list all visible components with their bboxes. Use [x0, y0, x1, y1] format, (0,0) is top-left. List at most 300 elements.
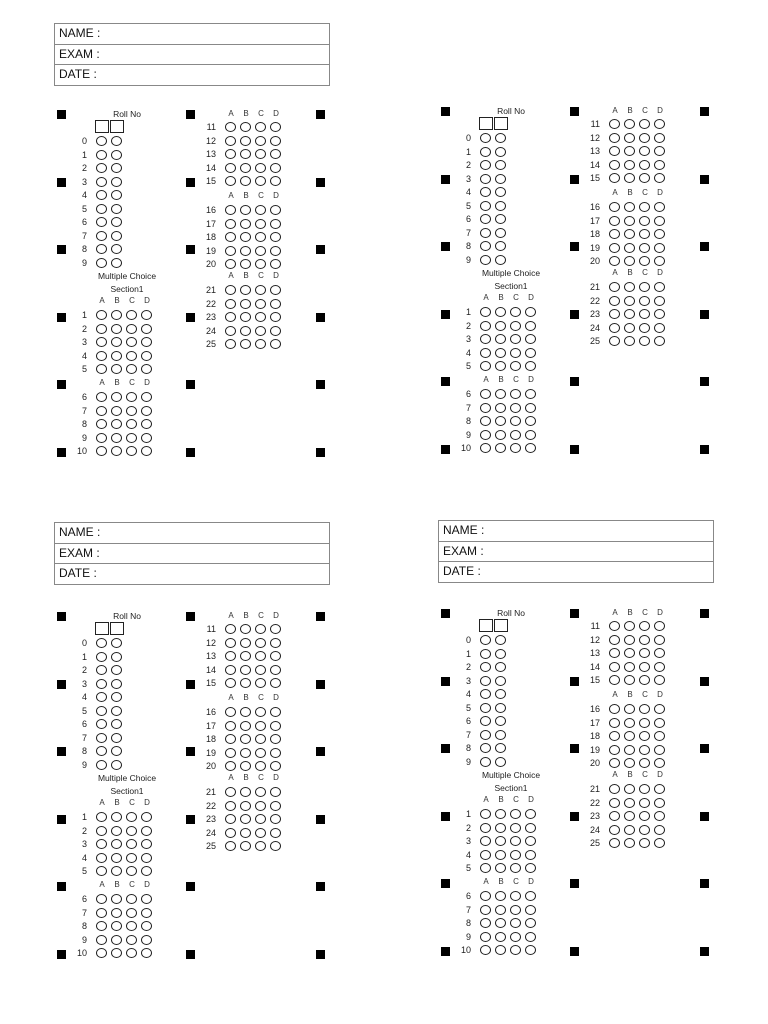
answer-bubble[interactable] — [255, 219, 266, 229]
answer-bubble[interactable] — [240, 801, 251, 811]
roll-digit-bubble[interactable] — [111, 760, 122, 770]
date-field[interactable]: DATE : — [443, 564, 481, 578]
answer-bubble[interactable] — [141, 853, 152, 863]
answer-bubble[interactable] — [240, 761, 251, 771]
roll-digit-bubble[interactable] — [96, 231, 107, 241]
answer-bubble[interactable] — [225, 801, 236, 811]
answer-bubble[interactable] — [654, 256, 665, 266]
answer-bubble[interactable] — [654, 282, 665, 292]
roll-digit-bubble[interactable] — [480, 703, 491, 713]
answer-bubble[interactable] — [270, 205, 281, 215]
answer-bubble[interactable] — [480, 836, 491, 846]
answer-bubble[interactable] — [270, 814, 281, 824]
answer-bubble[interactable] — [126, 433, 137, 443]
answer-bubble[interactable] — [624, 798, 635, 808]
roll-digit-bubble[interactable] — [495, 649, 506, 659]
answer-bubble[interactable] — [495, 430, 506, 440]
answer-bubble[interactable] — [255, 136, 266, 146]
answer-bubble[interactable] — [609, 648, 620, 658]
answer-bubble[interactable] — [609, 784, 620, 794]
answer-bubble[interactable] — [639, 282, 650, 292]
answer-bubble[interactable] — [654, 718, 665, 728]
answer-bubble[interactable] — [270, 149, 281, 159]
answer-bubble[interactable] — [270, 219, 281, 229]
answer-bubble[interactable] — [111, 392, 122, 402]
answer-bubble[interactable] — [96, 337, 107, 347]
answer-bubble[interactable] — [255, 285, 266, 295]
answer-bubble[interactable] — [624, 146, 635, 156]
answer-bubble[interactable] — [639, 718, 650, 728]
answer-bubble[interactable] — [495, 403, 506, 413]
answer-bubble[interactable] — [225, 707, 236, 717]
answer-bubble[interactable] — [96, 324, 107, 334]
answer-bubble[interactable] — [255, 707, 266, 717]
answer-bubble[interactable] — [654, 309, 665, 319]
answer-bubble[interactable] — [624, 784, 635, 794]
answer-bubble[interactable] — [141, 324, 152, 334]
answer-bubble[interactable] — [480, 348, 491, 358]
answer-bubble[interactable] — [495, 389, 506, 399]
answer-bubble[interactable] — [510, 891, 521, 901]
roll-digit-bubble[interactable] — [111, 692, 122, 702]
answer-bubble[interactable] — [654, 216, 665, 226]
roll-digit-bubble[interactable] — [480, 716, 491, 726]
answer-bubble[interactable] — [624, 256, 635, 266]
roll-digit-bubble[interactable] — [495, 730, 506, 740]
answer-bubble[interactable] — [624, 675, 635, 685]
answer-bubble[interactable] — [510, 361, 521, 371]
answer-bubble[interactable] — [480, 945, 491, 955]
roll-digit-bubble[interactable] — [96, 665, 107, 675]
roll-digit-bubble[interactable] — [96, 136, 107, 146]
roll-digit-bubble[interactable] — [111, 258, 122, 268]
answer-bubble[interactable] — [609, 216, 620, 226]
answer-bubble[interactable] — [639, 146, 650, 156]
answer-bubble[interactable] — [639, 173, 650, 183]
answer-bubble[interactable] — [225, 299, 236, 309]
answer-bubble[interactable] — [270, 259, 281, 269]
answer-bubble[interactable] — [510, 945, 521, 955]
answer-bubble[interactable] — [495, 809, 506, 819]
roll-digit-bubble[interactable] — [111, 706, 122, 716]
answer-bubble[interactable] — [255, 176, 266, 186]
answer-bubble[interactable] — [111, 337, 122, 347]
answer-bubble[interactable] — [255, 787, 266, 797]
answer-bubble[interactable] — [495, 945, 506, 955]
answer-bubble[interactable] — [255, 149, 266, 159]
answer-bubble[interactable] — [111, 921, 122, 931]
answer-bubble[interactable] — [96, 839, 107, 849]
answer-bubble[interactable] — [225, 814, 236, 824]
roll-digit-bubble[interactable] — [111, 136, 122, 146]
roll-digit-bubble[interactable] — [480, 730, 491, 740]
roll-digit-bubble[interactable] — [480, 635, 491, 645]
answer-bubble[interactable] — [510, 403, 521, 413]
answer-bubble[interactable] — [225, 638, 236, 648]
answer-bubble[interactable] — [525, 932, 536, 942]
answer-bubble[interactable] — [480, 430, 491, 440]
answer-bubble[interactable] — [96, 853, 107, 863]
answer-bubble[interactable] — [255, 232, 266, 242]
roll-digit-bubble[interactable] — [111, 231, 122, 241]
answer-bubble[interactable] — [525, 443, 536, 453]
answer-bubble[interactable] — [495, 836, 506, 846]
answer-bubble[interactable] — [240, 748, 251, 758]
answer-bubble[interactable] — [270, 246, 281, 256]
answer-bubble[interactable] — [225, 841, 236, 851]
roll-digit-bubble[interactable] — [480, 187, 491, 197]
answer-bubble[interactable] — [525, 823, 536, 833]
answer-bubble[interactable] — [495, 334, 506, 344]
answer-bubble[interactable] — [639, 784, 650, 794]
answer-bubble[interactable] — [609, 256, 620, 266]
roll-no-entry-box[interactable] — [95, 622, 109, 635]
answer-bubble[interactable] — [111, 812, 122, 822]
answer-bubble[interactable] — [480, 403, 491, 413]
answer-bubble[interactable] — [96, 406, 107, 416]
answer-bubble[interactable] — [240, 136, 251, 146]
answer-bubble[interactable] — [639, 296, 650, 306]
answer-bubble[interactable] — [111, 853, 122, 863]
answer-bubble[interactable] — [255, 761, 266, 771]
answer-bubble[interactable] — [270, 136, 281, 146]
answer-bubble[interactable] — [126, 921, 137, 931]
answer-bubble[interactable] — [240, 259, 251, 269]
answer-bubble[interactable] — [240, 285, 251, 295]
answer-bubble[interactable] — [240, 707, 251, 717]
answer-bubble[interactable] — [111, 935, 122, 945]
answer-bubble[interactable] — [255, 814, 266, 824]
answer-bubble[interactable] — [510, 430, 521, 440]
answer-bubble[interactable] — [225, 721, 236, 731]
answer-bubble[interactable] — [639, 119, 650, 129]
answer-bubble[interactable] — [510, 334, 521, 344]
roll-digit-bubble[interactable] — [480, 743, 491, 753]
answer-bubble[interactable] — [609, 323, 620, 333]
answer-bubble[interactable] — [96, 948, 107, 958]
answer-bubble[interactable] — [510, 307, 521, 317]
answer-bubble[interactable] — [111, 433, 122, 443]
answer-bubble[interactable] — [654, 745, 665, 755]
answer-bubble[interactable] — [225, 246, 236, 256]
answer-bubble[interactable] — [609, 838, 620, 848]
answer-bubble[interactable] — [126, 324, 137, 334]
answer-bubble[interactable] — [624, 119, 635, 129]
date-field[interactable]: DATE : — [59, 67, 97, 81]
roll-digit-bubble[interactable] — [495, 703, 506, 713]
answer-bubble[interactable] — [495, 918, 506, 928]
answer-bubble[interactable] — [639, 160, 650, 170]
answer-bubble[interactable] — [480, 307, 491, 317]
answer-bubble[interactable] — [126, 310, 137, 320]
answer-bubble[interactable] — [639, 336, 650, 346]
answer-bubble[interactable] — [141, 364, 152, 374]
roll-digit-bubble[interactable] — [495, 743, 506, 753]
answer-bubble[interactable] — [654, 621, 665, 631]
answer-bubble[interactable] — [225, 624, 236, 634]
answer-bubble[interactable] — [495, 823, 506, 833]
answer-bubble[interactable] — [654, 146, 665, 156]
answer-bubble[interactable] — [225, 734, 236, 744]
answer-bubble[interactable] — [624, 229, 635, 239]
answer-bubble[interactable] — [609, 336, 620, 346]
roll-digit-bubble[interactable] — [495, 676, 506, 686]
answer-bubble[interactable] — [255, 678, 266, 688]
roll-digit-bubble[interactable] — [480, 133, 491, 143]
roll-digit-bubble[interactable] — [111, 665, 122, 675]
answer-bubble[interactable] — [96, 351, 107, 361]
roll-digit-bubble[interactable] — [96, 760, 107, 770]
answer-bubble[interactable] — [639, 838, 650, 848]
answer-bubble[interactable] — [525, 905, 536, 915]
roll-digit-bubble[interactable] — [111, 719, 122, 729]
answer-bubble[interactable] — [654, 662, 665, 672]
answer-bubble[interactable] — [240, 246, 251, 256]
roll-digit-bubble[interactable] — [480, 228, 491, 238]
answer-bubble[interactable] — [225, 787, 236, 797]
answer-bubble[interactable] — [525, 361, 536, 371]
answer-bubble[interactable] — [240, 638, 251, 648]
roll-digit-bubble[interactable] — [480, 689, 491, 699]
roll-digit-bubble[interactable] — [495, 255, 506, 265]
answer-bubble[interactable] — [225, 136, 236, 146]
answer-bubble[interactable] — [255, 734, 266, 744]
roll-digit-bubble[interactable] — [495, 689, 506, 699]
exam-field[interactable]: EXAM : — [55, 544, 329, 565]
answer-bubble[interactable] — [624, 718, 635, 728]
answer-bubble[interactable] — [510, 416, 521, 426]
roll-digit-bubble[interactable] — [96, 204, 107, 214]
answer-bubble[interactable] — [141, 433, 152, 443]
answer-bubble[interactable] — [525, 321, 536, 331]
answer-bubble[interactable] — [624, 216, 635, 226]
roll-digit-bubble[interactable] — [96, 692, 107, 702]
answer-bubble[interactable] — [609, 202, 620, 212]
name-field[interactable]: NAME : — [439, 521, 713, 542]
answer-bubble[interactable] — [639, 256, 650, 266]
answer-bubble[interactable] — [495, 905, 506, 915]
answer-bubble[interactable] — [126, 894, 137, 904]
answer-bubble[interactable] — [639, 243, 650, 253]
roll-digit-bubble[interactable] — [111, 163, 122, 173]
roll-digit-bubble[interactable] — [480, 174, 491, 184]
roll-digit-bubble[interactable] — [480, 662, 491, 672]
answer-bubble[interactable] — [141, 446, 152, 456]
roll-no-entry-box[interactable] — [479, 117, 493, 130]
answer-bubble[interactable] — [255, 651, 266, 661]
roll-digit-bubble[interactable] — [495, 201, 506, 211]
roll-digit-bubble[interactable] — [96, 706, 107, 716]
roll-digit-bubble[interactable] — [96, 244, 107, 254]
roll-digit-bubble[interactable] — [480, 201, 491, 211]
roll-digit-bubble[interactable] — [480, 676, 491, 686]
exam-field[interactable]: EXAM : — [439, 542, 713, 563]
roll-no-entry-box[interactable] — [494, 619, 508, 632]
answer-bubble[interactable] — [480, 863, 491, 873]
answer-bubble[interactable] — [126, 406, 137, 416]
answer-bubble[interactable] — [624, 323, 635, 333]
answer-bubble[interactable] — [525, 348, 536, 358]
answer-bubble[interactable] — [240, 665, 251, 675]
roll-digit-bubble[interactable] — [96, 679, 107, 689]
answer-bubble[interactable] — [96, 921, 107, 931]
answer-bubble[interactable] — [495, 321, 506, 331]
answer-bubble[interactable] — [624, 243, 635, 253]
roll-digit-bubble[interactable] — [111, 679, 122, 689]
answer-bubble[interactable] — [525, 891, 536, 901]
roll-no-entry-box[interactable] — [479, 619, 493, 632]
answer-bubble[interactable] — [639, 621, 650, 631]
answer-bubble[interactable] — [96, 935, 107, 945]
answer-bubble[interactable] — [609, 662, 620, 672]
answer-bubble[interactable] — [624, 811, 635, 821]
answer-bubble[interactable] — [255, 122, 266, 132]
answer-bubble[interactable] — [639, 662, 650, 672]
answer-bubble[interactable] — [654, 825, 665, 835]
answer-bubble[interactable] — [480, 321, 491, 331]
answer-bubble[interactable] — [654, 648, 665, 658]
answer-bubble[interactable] — [624, 758, 635, 768]
answer-bubble[interactable] — [225, 149, 236, 159]
answer-bubble[interactable] — [495, 932, 506, 942]
roll-no-entry-box[interactable] — [494, 117, 508, 130]
roll-digit-bubble[interactable] — [96, 719, 107, 729]
answer-bubble[interactable] — [255, 163, 266, 173]
answer-bubble[interactable] — [141, 337, 152, 347]
answer-bubble[interactable] — [654, 243, 665, 253]
answer-bubble[interactable] — [225, 176, 236, 186]
roll-digit-bubble[interactable] — [480, 255, 491, 265]
roll-digit-bubble[interactable] — [96, 733, 107, 743]
answer-bubble[interactable] — [141, 826, 152, 836]
answer-bubble[interactable] — [96, 392, 107, 402]
answer-bubble[interactable] — [609, 309, 620, 319]
answer-bubble[interactable] — [495, 307, 506, 317]
roll-digit-bubble[interactable] — [111, 733, 122, 743]
answer-bubble[interactable] — [270, 176, 281, 186]
answer-bubble[interactable] — [510, 443, 521, 453]
answer-bubble[interactable] — [639, 635, 650, 645]
answer-bubble[interactable] — [96, 446, 107, 456]
roll-digit-bubble[interactable] — [96, 638, 107, 648]
answer-bubble[interactable] — [639, 811, 650, 821]
roll-digit-bubble[interactable] — [495, 160, 506, 170]
answer-bubble[interactable] — [111, 866, 122, 876]
answer-bubble[interactable] — [141, 839, 152, 849]
answer-bubble[interactable] — [225, 326, 236, 336]
roll-digit-bubble[interactable] — [495, 174, 506, 184]
answer-bubble[interactable] — [255, 326, 266, 336]
answer-bubble[interactable] — [126, 364, 137, 374]
answer-bubble[interactable] — [480, 334, 491, 344]
answer-bubble[interactable] — [96, 894, 107, 904]
answer-bubble[interactable] — [96, 364, 107, 374]
answer-bubble[interactable] — [609, 133, 620, 143]
answer-bubble[interactable] — [270, 707, 281, 717]
roll-no-entry-box[interactable] — [95, 120, 109, 133]
answer-bubble[interactable] — [609, 758, 620, 768]
answer-bubble[interactable] — [609, 718, 620, 728]
answer-bubble[interactable] — [126, 948, 137, 958]
answer-bubble[interactable] — [624, 160, 635, 170]
answer-bubble[interactable] — [624, 621, 635, 631]
roll-digit-bubble[interactable] — [111, 217, 122, 227]
answer-bubble[interactable] — [270, 828, 281, 838]
answer-bubble[interactable] — [639, 323, 650, 333]
answer-bubble[interactable] — [126, 337, 137, 347]
answer-bubble[interactable] — [96, 812, 107, 822]
answer-bubble[interactable] — [270, 787, 281, 797]
answer-bubble[interactable] — [639, 229, 650, 239]
answer-bubble[interactable] — [654, 133, 665, 143]
roll-digit-bubble[interactable] — [495, 133, 506, 143]
answer-bubble[interactable] — [240, 149, 251, 159]
answer-bubble[interactable] — [654, 323, 665, 333]
answer-bubble[interactable] — [240, 163, 251, 173]
roll-digit-bubble[interactable] — [96, 163, 107, 173]
answer-bubble[interactable] — [270, 678, 281, 688]
name-field[interactable]: NAME : — [55, 24, 329, 45]
roll-digit-bubble[interactable] — [480, 160, 491, 170]
roll-no-entry-box[interactable] — [110, 622, 124, 635]
answer-bubble[interactable] — [141, 310, 152, 320]
answer-bubble[interactable] — [609, 731, 620, 741]
answer-bubble[interactable] — [225, 339, 236, 349]
answer-bubble[interactable] — [639, 133, 650, 143]
roll-digit-bubble[interactable] — [111, 746, 122, 756]
answer-bubble[interactable] — [96, 826, 107, 836]
answer-bubble[interactable] — [654, 758, 665, 768]
date-field[interactable]: DATE : — [59, 566, 97, 580]
answer-bubble[interactable] — [525, 334, 536, 344]
answer-bubble[interactable] — [609, 621, 620, 631]
answer-bubble[interactable] — [270, 748, 281, 758]
answer-bubble[interactable] — [270, 163, 281, 173]
roll-digit-bubble[interactable] — [480, 757, 491, 767]
answer-bubble[interactable] — [510, 823, 521, 833]
answer-bubble[interactable] — [96, 419, 107, 429]
roll-digit-bubble[interactable] — [96, 258, 107, 268]
answer-bubble[interactable] — [639, 216, 650, 226]
answer-bubble[interactable] — [255, 624, 266, 634]
answer-bubble[interactable] — [609, 811, 620, 821]
answer-bubble[interactable] — [240, 651, 251, 661]
answer-bubble[interactable] — [270, 638, 281, 648]
answer-bubble[interactable] — [624, 202, 635, 212]
answer-bubble[interactable] — [126, 866, 137, 876]
answer-bubble[interactable] — [510, 918, 521, 928]
answer-bubble[interactable] — [111, 310, 122, 320]
answer-bubble[interactable] — [654, 119, 665, 129]
answer-bubble[interactable] — [96, 433, 107, 443]
roll-digit-bubble[interactable] — [480, 147, 491, 157]
answer-bubble[interactable] — [480, 416, 491, 426]
answer-bubble[interactable] — [225, 285, 236, 295]
answer-bubble[interactable] — [225, 122, 236, 132]
roll-digit-bubble[interactable] — [96, 217, 107, 227]
answer-bubble[interactable] — [240, 787, 251, 797]
answer-bubble[interactable] — [240, 232, 251, 242]
answer-bubble[interactable] — [240, 219, 251, 229]
answer-bubble[interactable] — [609, 745, 620, 755]
roll-digit-bubble[interactable] — [495, 716, 506, 726]
answer-bubble[interactable] — [255, 299, 266, 309]
answer-bubble[interactable] — [111, 364, 122, 374]
answer-bubble[interactable] — [225, 163, 236, 173]
answer-bubble[interactable] — [639, 731, 650, 741]
answer-bubble[interactable] — [225, 761, 236, 771]
roll-digit-bubble[interactable] — [111, 177, 122, 187]
